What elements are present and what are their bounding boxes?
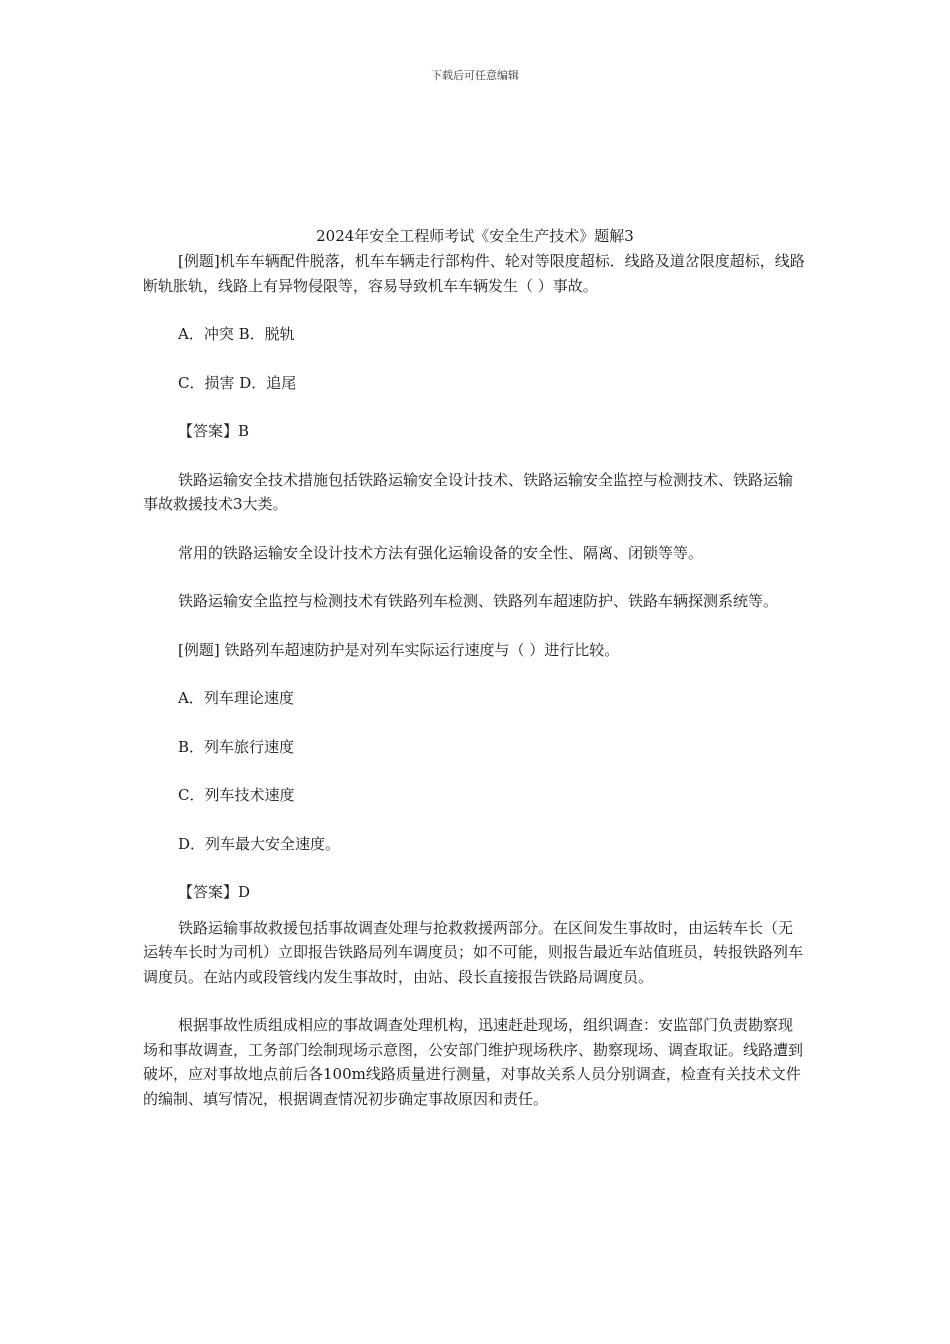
option-d: D．列车最大安全速度。 — [178, 834, 341, 853]
paragraph-safety-measures: 铁路运输安全技术措施包括铁路运输安全设计技术、铁路运输安全监控与检测技术、铁路运输事故救援技术3大类。 — [143, 470, 794, 513]
paragraph-design-techniques: 常用的铁路运输安全设计技术方法有强化运输设备的安全性、隔离、闭锁等等。 — [178, 543, 704, 562]
option-a: A．列车理论速度 — [178, 689, 294, 707]
paragraph-monitoring-techniques: 铁路运输安全监控与检测技术有铁路列车检测、铁路列车超速防护、铁路车辆探测系统等。 — [178, 592, 779, 610]
document-title: 2024年安全工程师考试《安全生产技术》题解3 — [316, 227, 634, 245]
answer-2: 【答案】D — [178, 883, 251, 901]
document-body — [143, 225, 807, 1111]
answer-1: 【答案】B — [178, 422, 250, 440]
option-line-ab: A．冲突 B．脱轨 — [178, 325, 295, 343]
option-line-cd: C．损害 D．追尾 — [178, 373, 297, 392]
page-header-note: 下载后可任意编辑 — [431, 69, 519, 82]
paragraph-rescue: 铁路运输事故救援包括事故调查处理与抢救救援两部分。在区间发生事故时，由运转车长（无运转车长时为司机）立即报告铁路局列车调度员；如不可能，则报告最近车站值班员，转报铁路列车调度员。在站内或段管线内发生事故时，由站、段长直接报告铁路局调度员。 — [143, 918, 804, 986]
example-question-2: [例题] 铁路列车超速防护是对列车实际运行速度与（ ）进行比较。 — [178, 640, 620, 659]
option-c: C．列车技术速度 — [178, 786, 295, 804]
example-question-1: [例题]机车车辆配件脱落，机车车辆走行部构件、轮对等限度超标．线路及道岔限度超标，线路断轨胀轨，线路上有异物侵限等，容易导致机车车辆发生（ ）事故。 — [143, 252, 805, 295]
paragraph-investigation: 根据事故性质组成相应的事故调查处理机构，迅速赶赴现场，组织调查：安监部门负责勘察现场和事故调查，工务部门绘制现场示意图，公安部门维护现场秩序、勘察现场、调查取证。线路遭到破坏，应对事故地点前后各100m线路质量进行测量，对事故关系人员分别调查，检查有关技术文件的编制、填写情况，根据调查情况初步确定事故原因和责任。 — [143, 1016, 804, 1108]
option-b: B．列车旅行速度 — [178, 737, 295, 756]
